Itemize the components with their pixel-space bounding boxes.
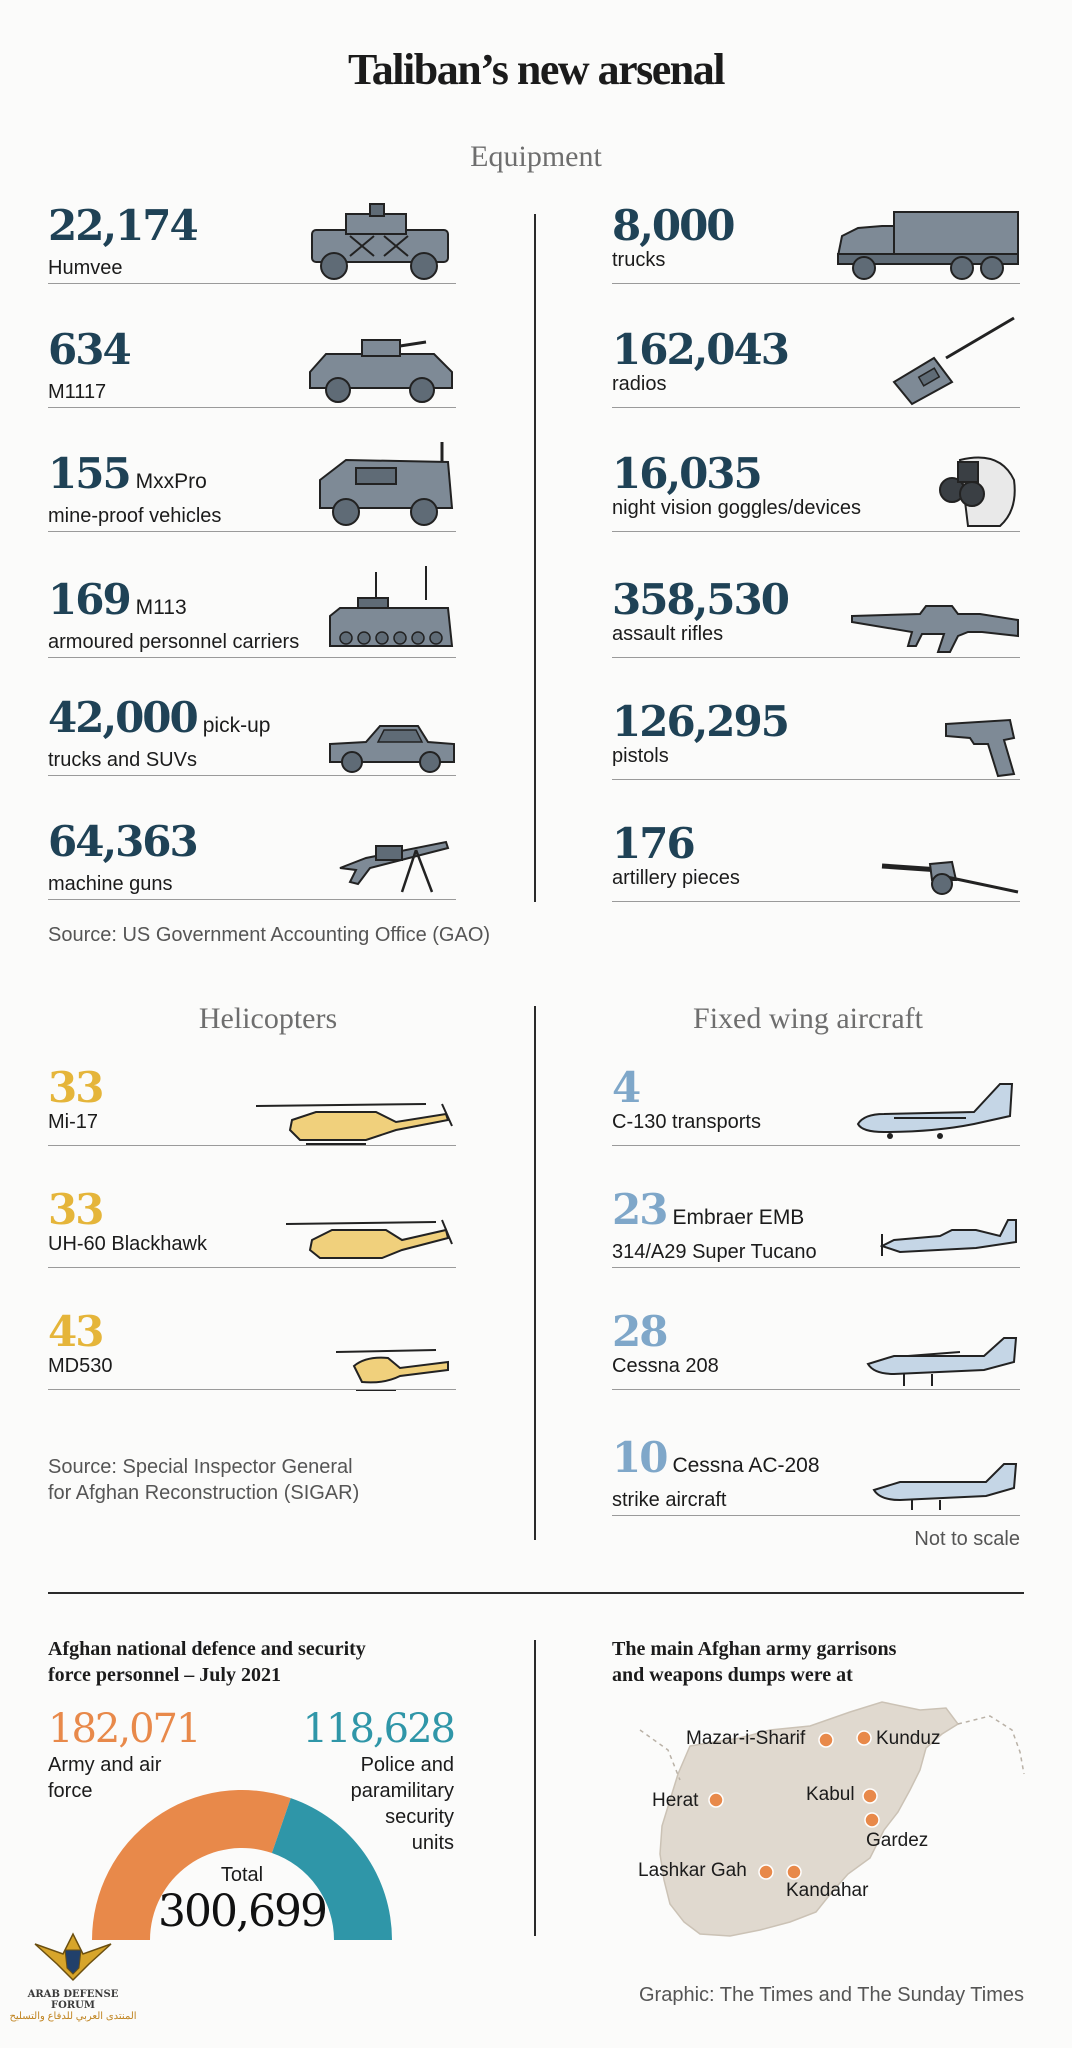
equipment-item-trucks: 8,000 trucks <box>612 204 1020 284</box>
herat-marker <box>709 1793 723 1807</box>
pickup-icon <box>326 718 456 774</box>
equipment-item-m1117: 634 M1117 <box>48 328 456 408</box>
aircraft-divider <box>534 1006 536 1540</box>
helicopter-icon <box>286 1218 456 1268</box>
city-lashkar: Lashkar Gah <box>638 1860 747 1881</box>
aircraft-item-cessna208: 28 Cessna 208 <box>612 1310 1020 1390</box>
equipment-divider <box>534 214 536 902</box>
truck-icon <box>834 206 1020 282</box>
equipment-item-night-vision: 16,035 night vision goggles/devices <box>612 452 1020 532</box>
turboprop-icon <box>880 1216 1020 1266</box>
afghanistan-map <box>620 1690 1030 1950</box>
aircraft-item-c130: 4 C-130 transports <box>612 1066 1020 1146</box>
helicopter-item-uh60: 33 UH-60 Blackhawk <box>48 1188 456 1268</box>
apc-icon <box>326 566 456 656</box>
total-value: 300,699 <box>158 1886 326 1937</box>
aircraft-item-super-tucano: 23 Embraer EMB 314/A29 Super Tucano <box>612 1188 1020 1268</box>
army-label: Army and air force <box>48 1754 162 1802</box>
cessna-icon <box>864 1334 1020 1394</box>
eagle-shield-icon <box>33 1930 113 1984</box>
night-vision-icon <box>930 450 1020 530</box>
map-heading: The main Afghan army garrisons and weapons dumps were at <box>612 1638 897 1686</box>
city-kunduz: Kunduz <box>876 1728 941 1749</box>
police-value: 118,628 <box>302 1706 454 1752</box>
helicopter-icon <box>256 1100 456 1150</box>
equipment-heading: Equipment <box>470 140 602 173</box>
helicopter-item-mi17: 33 Mi-17 <box>48 1066 456 1146</box>
mrap-icon <box>316 440 456 530</box>
equipment-item-radios: 162,043 radios <box>612 328 1020 408</box>
aircraft-item-ac208: 10 Cessna AC-208 strike aircraft <box>612 1436 1020 1516</box>
equipment-item-humvee: 22,174 Humvee <box>48 204 456 284</box>
equipment-item-rifles: 358,530 assault rifles <box>612 578 1020 658</box>
artillery-icon <box>880 850 1020 900</box>
bottom-divider <box>534 1640 536 1936</box>
cessna-icon <box>870 1460 1020 1516</box>
section-divider <box>48 1592 1024 1594</box>
city-herat: Herat <box>652 1790 699 1811</box>
rifle-icon <box>850 596 1020 656</box>
equipment-item-pistols: 126,295 pistols <box>612 700 1020 780</box>
aircraft-heading: Fixed wing aircraft <box>693 1002 923 1035</box>
personnel-heading: Afghan national defence and security force personnel – July 2021 <box>48 1638 366 1686</box>
equipment-item-pickup: 42,000 pick-up trucks and SUVs <box>48 696 456 776</box>
kabul-marker <box>863 1789 877 1803</box>
radio-icon <box>890 316 1020 406</box>
helicopter-item-md530: 43 MD530 <box>48 1310 456 1390</box>
army-value: 182,071 <box>48 1706 200 1752</box>
equipment-source: Source: US Government Accounting Office (GAO) <box>48 924 491 946</box>
gardez-marker <box>865 1813 879 1827</box>
police-label: Police and paramilitary security units <box>350 1754 454 1854</box>
equipment-item-apc: 169 M113 armoured personnel carriers <box>48 578 456 658</box>
kandahar-marker <box>787 1865 801 1879</box>
pistol-icon <box>944 716 1020 778</box>
graphic-credit: Graphic: The Times and The Sunday Times <box>638 1984 1024 2006</box>
equipment-item-machine-gun: 64,363 machine guns <box>48 820 456 900</box>
helicopters-heading: Helicopters <box>198 1002 338 1035</box>
mazar-marker <box>819 1733 833 1747</box>
m1117-icon <box>306 332 456 406</box>
kunduz-marker <box>857 1731 871 1745</box>
watermark-logo: ARAB DEFENSE FORUM المنتدى العربي للدفاع والتسليح <box>8 1930 138 2022</box>
lashkar-marker <box>759 1865 773 1879</box>
equipment-item-artillery: 176 artillery pieces <box>612 822 1020 902</box>
city-mazar: Mazar-i-Sharif <box>686 1728 806 1749</box>
equipment-item-mrap: 155 MxxPro mine-proof vehicles <box>48 452 456 532</box>
not-to-scale-note: Not to scale <box>914 1528 1020 1550</box>
machine-gun-icon <box>336 828 456 898</box>
city-kandahar: Kandahar <box>786 1880 869 1901</box>
humvee-icon <box>306 202 456 282</box>
transport-plane-icon <box>854 1080 1020 1146</box>
city-gardez: Gardez <box>866 1830 929 1851</box>
city-kabul: Kabul <box>806 1784 855 1805</box>
helicopters-source: Source: Special Inspector General for Afghan Reconstruction (SIGAR) <box>48 1456 360 1504</box>
page-title: Taliban’s new arsenal <box>348 45 724 94</box>
total-label: Total <box>220 1864 264 1886</box>
